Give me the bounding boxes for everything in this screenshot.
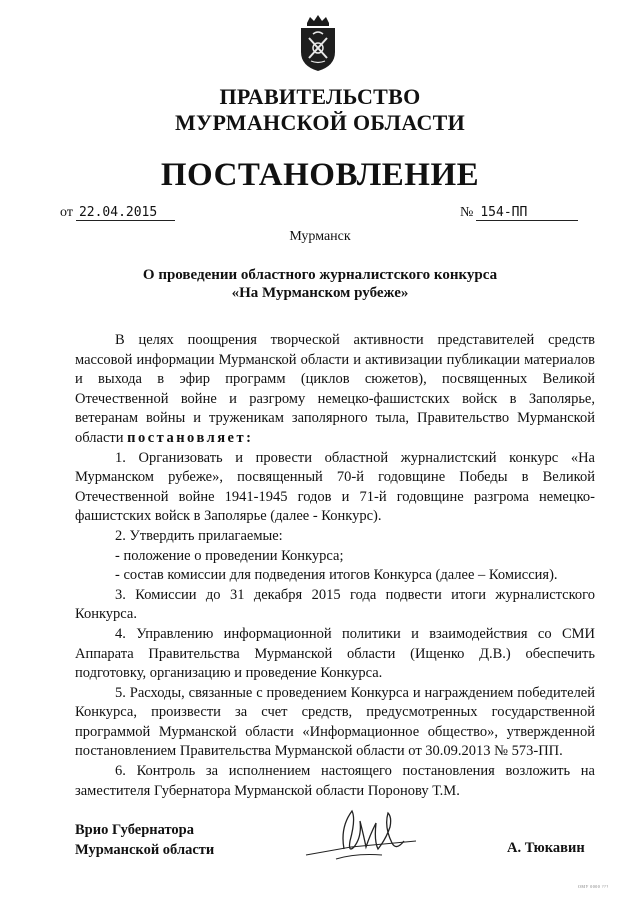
decree-word: постановляет: — [127, 429, 254, 446]
document-body — [75, 331, 595, 801]
signatory-title-line2: Мурманской области — [75, 842, 215, 858]
paragraph-1: 1. Организовать и провести областной журналистский конкурс «На Мурманском рубеже», посвященный 70-й годовщине Победы в Великой Отечественной войне 1941-1945 годов и 71-й годовщине разгрома немецко-фашистских войск в Заполярье (далее - Конкурс). — [75, 449, 595, 525]
document-type-title: ПОСТАНОВЛЕНИЕ — [160, 157, 480, 193]
signatory-title-line1: Врио Губернатора — [75, 822, 194, 838]
government-title-line1: ПРАВИТЕЛЬСТВО — [219, 84, 421, 109]
paragraph-5: 5. Расходы, связанные с проведением Конкурса и награждением победителей Конкурса, произвести за счет средств, предусмотренных государственной программой Мурманской области «Информационное общество», утвержденной постановлением Правительства Мурманской области от 30.09.2013 № 573-ПП. — [75, 684, 595, 760]
city-name: Мурманск — [289, 229, 351, 244]
paragraph-3: 3. Комиссии до 31 декабря 2015 года подвести итоги журналистского Конкурса. — [75, 586, 595, 623]
subject-line1: О проведении областного журналистского конкурса — [142, 267, 498, 283]
subject-line2: «На Мурманском рубеже» — [231, 285, 409, 301]
paragraph-2: 2. Утвердить прилагаемые: — [115, 527, 283, 544]
handwritten-signature-icon — [296, 797, 426, 877]
signatory-title — [75, 820, 214, 860]
paragraph-6: 6. Контроль за исполнением настоящего постановления возложить на заместителя Губернатора Мурманской области Поронову Т.М. — [75, 763, 595, 799]
coat-of-arms-icon — [296, 14, 340, 72]
document-number — [460, 205, 578, 221]
number-prefix: № — [460, 205, 474, 220]
date-prefix: от — [60, 205, 73, 220]
intro-text: В целях поощрения творческой активности представителей средств массовой информации Мурманской области и активизации публикации материалов и выхода в эфир программ (циклов сюжетов), посвященных Великой Отечественной войне и разгрому немецко-фашистских войск в Заполярье, ветеранам войны и труженикам заполярного тыла, Правительство Мурманской области — [75, 332, 595, 446]
signatory-name: А. Тюкавин — [507, 840, 585, 856]
paragraph-4: 4. Управлению информационной политики и взаимодействия со СМИ Аппарата Правительства Мурманской области (Ищенко Д.В.) обеспечить подготовку, организацию и проведение Конкурса. — [75, 625, 595, 682]
number-value: 154-ПП — [476, 205, 578, 221]
government-title-line2: МУРМАНСКОЙ ОБЛАСТИ — [174, 110, 466, 135]
footer-stamp-text: ОМУ 0000 ??? — [578, 884, 609, 889]
paragraph-2b: - состав комиссии для подведения итогов Конкурса (далее – Комиссия). — [115, 567, 558, 584]
intro-paragraph — [75, 331, 595, 449]
document-date — [60, 205, 175, 221]
date-value: 22.04.2015 — [76, 205, 175, 221]
paragraph-2a: - положение о проведении Конкурса; — [115, 547, 344, 564]
document-subject — [0, 266, 640, 302]
